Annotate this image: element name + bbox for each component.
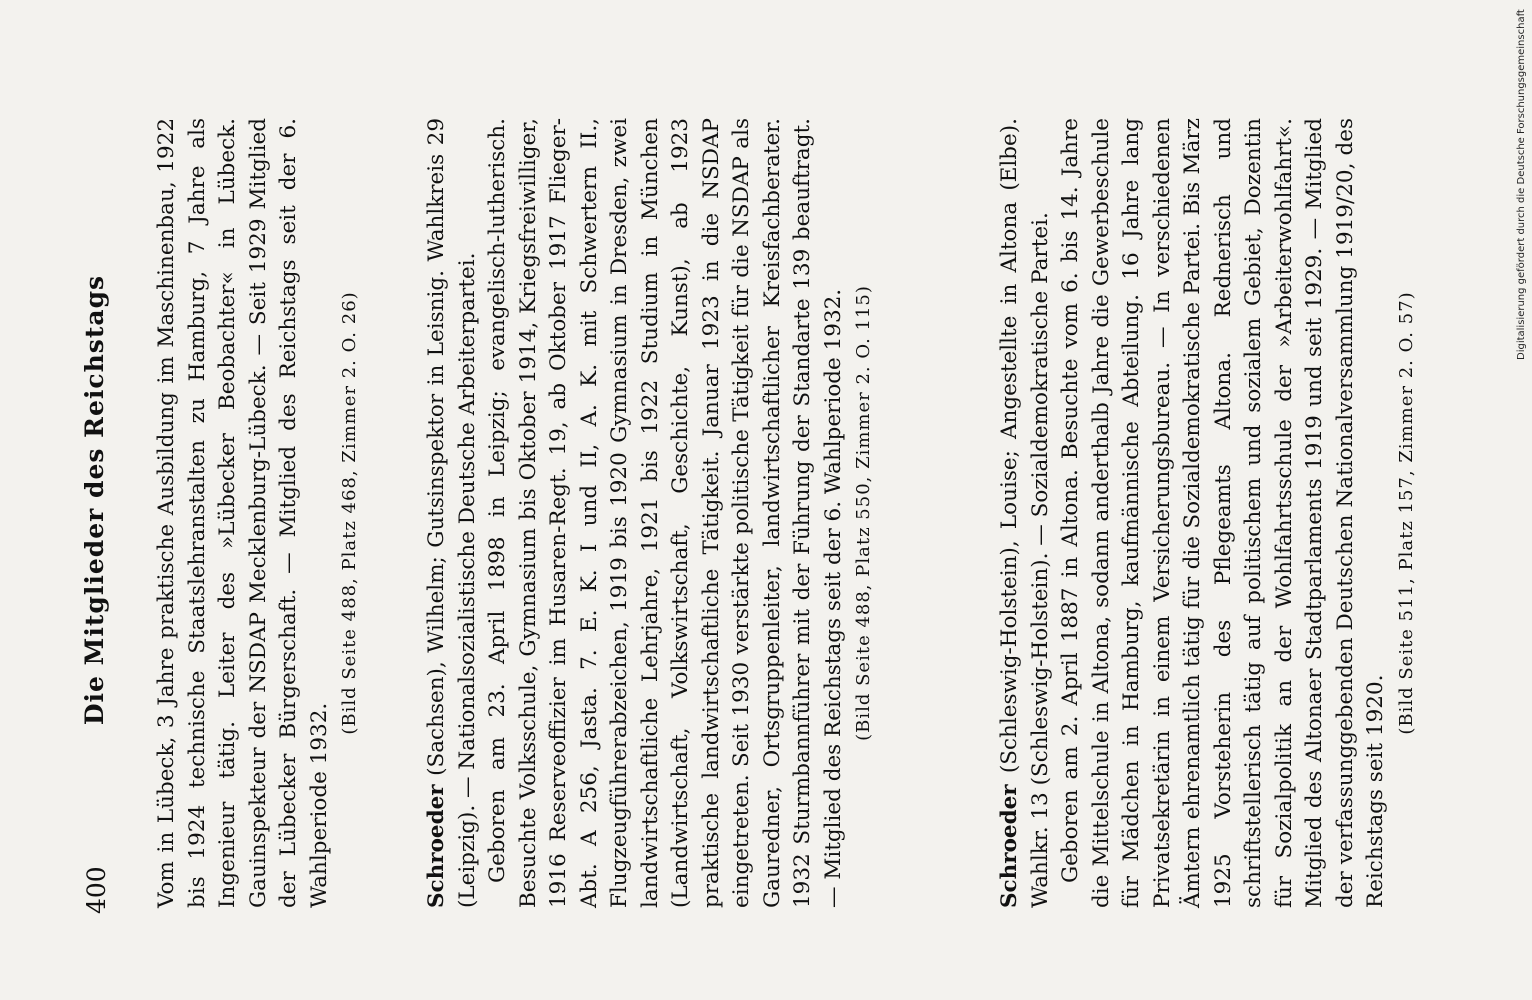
photo-reference: (Bild Seite 488, Platz 468, Zimmer 2. O. 26)	[339, 291, 360, 735]
entry-heading	[422, 118, 483, 908]
photo-reference: (Bild Seite 488, Platz 550, Zimmer 2. O. 115)	[853, 285, 874, 741]
entry-paragraph: Geboren am 2. April 1887 in Altona. Besuchte vom 6. bis 14. Jahre die Mittelschule in Altona, sodann anderthalb Jahre die Gewerbeschule für Mädchen in Hamburg, kaufmännische Abteilung. 16 Jahre lang Privatsekretärin in einem Versicherungsbureau. — In verschiedenen Ämtern ehrenamtlich tätig für die Sozialdemokratische Partei. Bis März 1925 Vorsteherin des Pflegeamts Altona. Rednerisch und schriftstellerisch tätig auf politischem und sozialem Gebiet, Dozentin für Sozialpolitik an der Wohlfahrtsschule der »Arbeiterwohlfahrt«. Mitglied des Altonaer Stadtparlaments 1919 und seit 1929. — Mitglied der verfassunggebenden Deutschen Nationalversammlung 1919/20, des Reichstags seit 1920.	[1058, 118, 1388, 908]
entry-paragraph: Geboren am 23. April 1898 in Leipzig; evangelisch-lutherisch. Besuchte Volksschule, Gymnasium bis Oktober 1914, Kriegsfreiwilliger, 1916 Reserveoffizier im Husaren-Regt. 19, ab Oktober 1917 Flieger-Abt. A 256, Jasta. 7. E. K. I und II, A. K. mit Schwertern II., Flugzeugführerabzeichen, 1919 bis 1920 Gymnasium in Dresden, zwei landwirtschaftliche Lehrjahre, 1921 bis 1922 Studium in München (Landwirtschaft, Volkswirtschaft, Geschichte, Kunst), ab 1923 praktische landwirtschaftliche Tätigkeit. Januar 1923 in die NSDAP eingetreten. Seit 1930 verstärkte politische Tätigkeit für die NSDAP als Gauredner, Ortsgruppenleiter, landwirtschaftlicher Kreisfachberater. 1932 Sturmbannführer mit der Führung der Standarte 139 beauftragt. — Mitglied des Reichstags seit der 6. Wahlperiode 1932.	[485, 118, 846, 908]
digitization-note: Digitalisierung gefördert durch die Deutsche Forschungsgemeinschaft	[1516, 9, 1527, 360]
entry-paragraph: Vom in Lübeck, 3 Jahre praktische Ausbildung im Maschinenbau, 1922 bis 1924 technische Staatslehranstalten zu Hamburg, 7 Jahre als Ingenieur tätig. Leiter des »Lübecker Beobachter« in Lübeck. Gauinspekteur der NSDAP Mecklenburg-Lübeck. — Seit 1929 Mitglied der Lübecker Bürgerschaft. — Mitglied des Reichstags seit der 6. Wahlperiode 1932.	[154, 118, 332, 908]
entry-heading-text: (Sachsen), Wilhelm; Gutsinspektor in Leisnig. Wahlkreis 29 (Leipzig). — Nationalsozialistische Deutsche Arbeiterpartei.	[424, 118, 480, 908]
biography-entry	[995, 118, 1422, 908]
entry-heading-text: (Schleswig-Holstein), Louise; Angestellte in Altona (Elbe). Wahlkr. 13 (Schleswig-Holstein). — Sozialdemokratische Partei.	[997, 117, 1053, 908]
photo-reference: (Bild Seite 511, Platz 157, Zimmer 2. O. 57)	[1395, 291, 1417, 735]
biography-entry	[422, 118, 880, 908]
entry-heading	[995, 118, 1056, 908]
running-head: Die Mitglieder des Reichstags	[80, 274, 109, 726]
page-number: 400	[82, 866, 111, 914]
biography-entry	[152, 118, 366, 908]
member-name: Schroeder	[997, 784, 1022, 908]
member-name: Schroeder	[424, 784, 449, 908]
